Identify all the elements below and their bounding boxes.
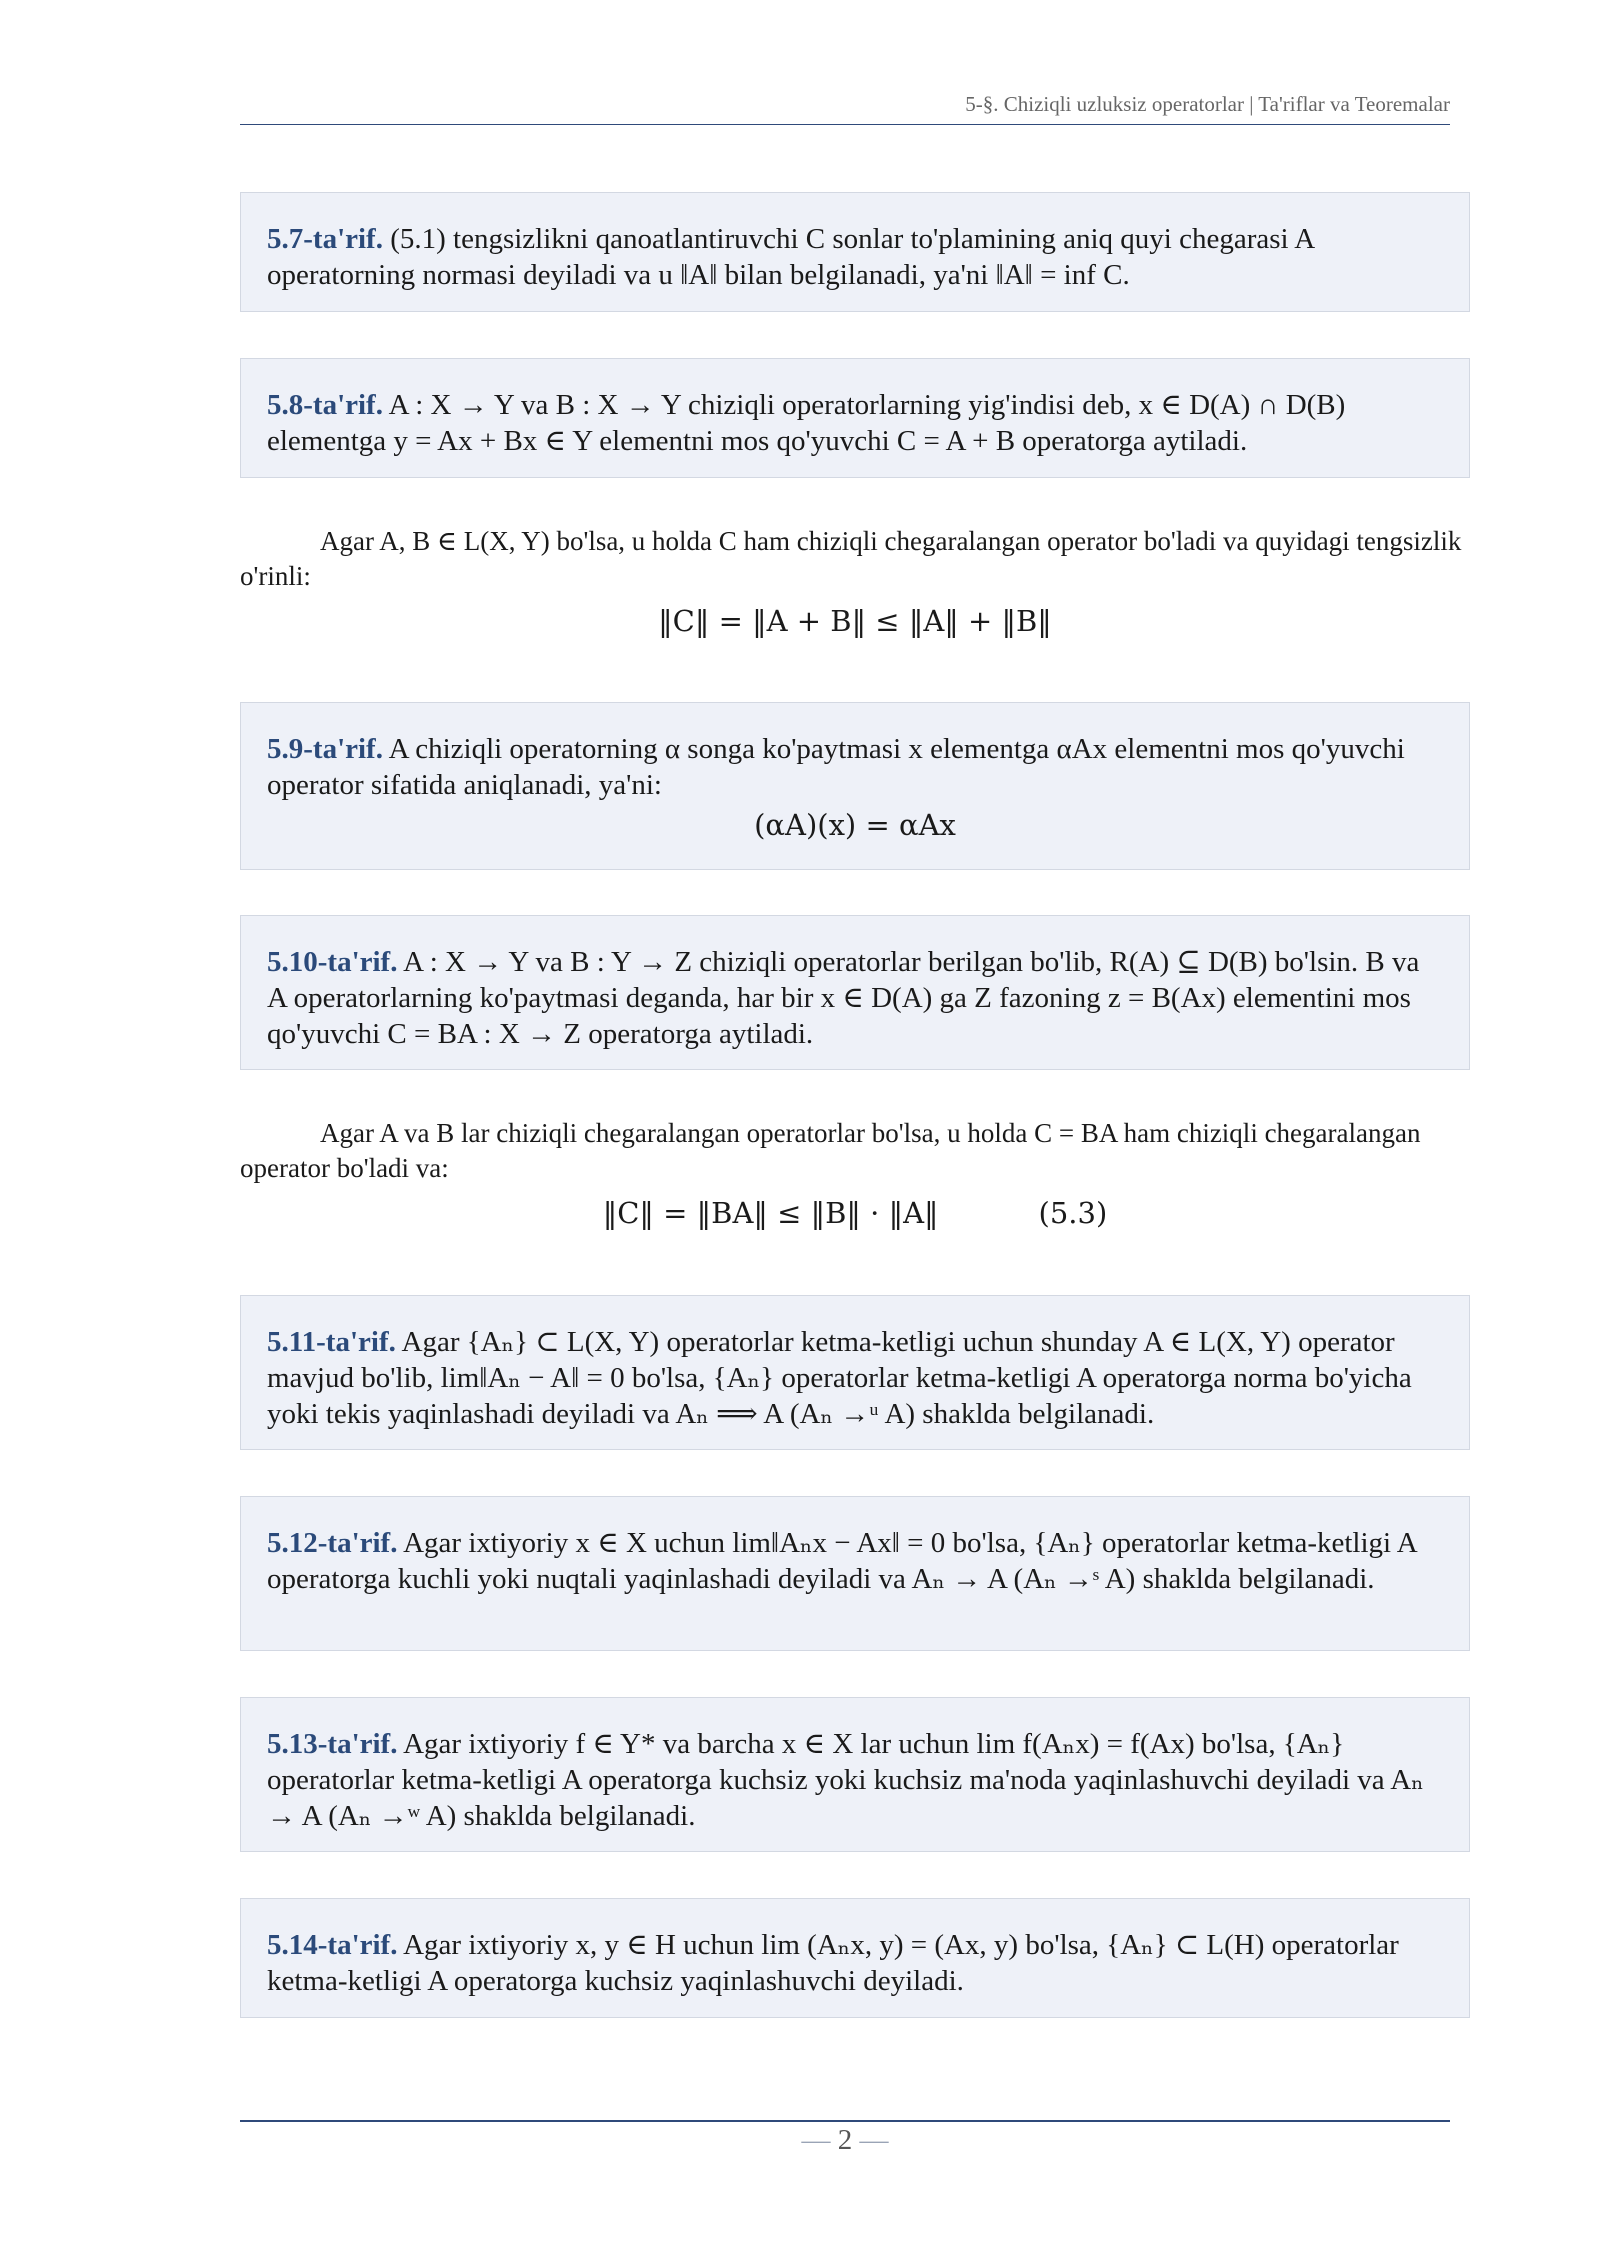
footer-dash-left: — — [801, 2124, 831, 2156]
definition-term: 5.13-ta'rif. — [267, 1728, 398, 1760]
definition-term: 5.8-ta'rif. — [267, 389, 383, 421]
definition-5-11 — [240, 1295, 1470, 1450]
definition-text: A : X → Y va B : Y → Z chiziqli operatorlar berilgan bo'lib, R(A) ⊆ D(B) bo'lsin. B va A operatorlarning ko'paytmasi deganda, har bir x ∈ D(A) ga Z fazoning z = B(Ax) elementini mos qo'yuvchi C = BA : X → Z operatorga aytiladi. — [267, 946, 1420, 1050]
page-number: 2 — [837, 2124, 853, 2156]
formula-product-norm — [240, 1196, 1470, 1230]
definition-term: 5.9-ta'rif. — [267, 733, 383, 765]
definition-term: 5.14-ta'rif. — [267, 1929, 398, 1961]
definition-5-12 — [240, 1496, 1470, 1651]
definition-text: A : X → Y va B : X → Y chiziqli operatorlarning yig'indisi deb, x ∈ D(A) ∩ D(B) elementga y = Ax + Bx ∈ Y elementni mos qo'yuvchi C = A + B operatorga aytiladi. — [267, 389, 1346, 457]
page-footer — [240, 2124, 1450, 2157]
paragraph-text: Agar A va B lar chiziqli chegaralangan operatorlar bo'lsa, u holda C = BA ham chiziqli chegaralangan operator bo'ladi va: — [240, 1118, 1421, 1183]
definition-text: Agar ixtiyoriy f ∈ Y* va barcha x ∈ X lar uchun lim f(Aₙx) = f(Ax) bo'lsa, {Aₙ} operatorlar ketma-ketligi A operatorga kuchsiz yoki kuchsiz ma'noda yaqinlashuvchi deyiladi va Aₙ → A (Aₙ →ʷ A) shaklda belgilanadi. — [267, 1728, 1424, 1832]
definition-text: A chiziqli operatorning α songa ko'paytmasi x elementga αAx elementni mos qo'yuvchi operator sifatida aniqlanadi, ya'ni: — [267, 733, 1405, 801]
formula-scalar-product: (αA)(x) = αAx — [754, 808, 956, 842]
definition-5-13 — [240, 1697, 1470, 1852]
formula-expression: ‖C‖ = ‖BA‖ ≤ ‖B‖ · ‖A‖ — [602, 1196, 939, 1230]
footer-divider — [240, 2120, 1450, 2122]
definition-text: Agar ixtiyoriy x, y ∈ H uchun lim (Aₙx, y) = (Ax, y) bo'lsa, {Aₙ} ⊂ L(H) operatorlar ketma-ketligi A operatorga kuchsiz yaqinlashuvchi deyiladi. — [267, 1929, 1399, 1997]
definition-5-14 — [240, 1898, 1470, 2018]
definition-5-10 — [240, 915, 1470, 1070]
definition-term: 5.10-ta'rif. — [267, 946, 398, 978]
paragraph-sum-norm — [240, 524, 1470, 594]
definition-5-7 — [240, 192, 1470, 312]
definition-text: (5.1) tengsizlikni qanoatlantiruvchi C sonlar to'plamining aniq quyi chegarasi A operatorning normasi deyiladi va u ‖A‖ bilan belgilanadi, ya'ni ‖A‖ = inf C. — [267, 223, 1314, 291]
definition-term: 5.11-ta'rif. — [267, 1326, 396, 1358]
definition-text: Agar {Aₙ} ⊂ L(X, Y) operatorlar ketma-ketligi uchun shunday A ∈ L(X, Y) operator mavjud bo'lib, lim‖Aₙ − A‖ = 0 bo'lsa, {Aₙ} operatorlar ketma-ketligi A operatorga norma bo'yicha yoki tekis yaqinlashadi deyiladi va Aₙ ⟹ A (Aₙ →ᵘ A) shaklda belgilanadi. — [267, 1326, 1412, 1430]
definition-term: 5.12-ta'rif. — [267, 1527, 398, 1559]
equation-number: (5.3) — [1038, 1196, 1108, 1230]
paragraph-product-norm — [240, 1116, 1470, 1186]
definition-5-8 — [240, 358, 1470, 478]
footer-dash-right: — — [859, 2124, 889, 2156]
definition-term: 5.7-ta'rif. — [267, 223, 383, 255]
header-divider — [240, 124, 1450, 125]
formula-sum-norm: ‖C‖ = ‖A + B‖ ≤ ‖A‖ + ‖B‖ — [658, 604, 1052, 638]
definition-5-9 — [240, 702, 1470, 870]
paragraph-text: Agar A, B ∈ L(X, Y) bo'lsa, u holda C ham chiziqli chegaralangan operator bo'ladi va quyidagi tengsizlik o'rinli: — [240, 526, 1462, 591]
running-header: 5-§. Chiziqli uzluksiz operatorlar | Ta'riflar va Teoremalar — [965, 92, 1450, 116]
definition-text: Agar ixtiyoriy x ∈ X uchun lim‖Aₙx − Ax‖ = 0 bo'lsa, {Aₙ} operatorlar ketma-ketligi A operatorga kuchli yoki nuqtali yaqinlashadi deyiladi va Aₙ → A (Aₙ →ˢ A) shaklda belgilanadi. — [267, 1527, 1417, 1595]
